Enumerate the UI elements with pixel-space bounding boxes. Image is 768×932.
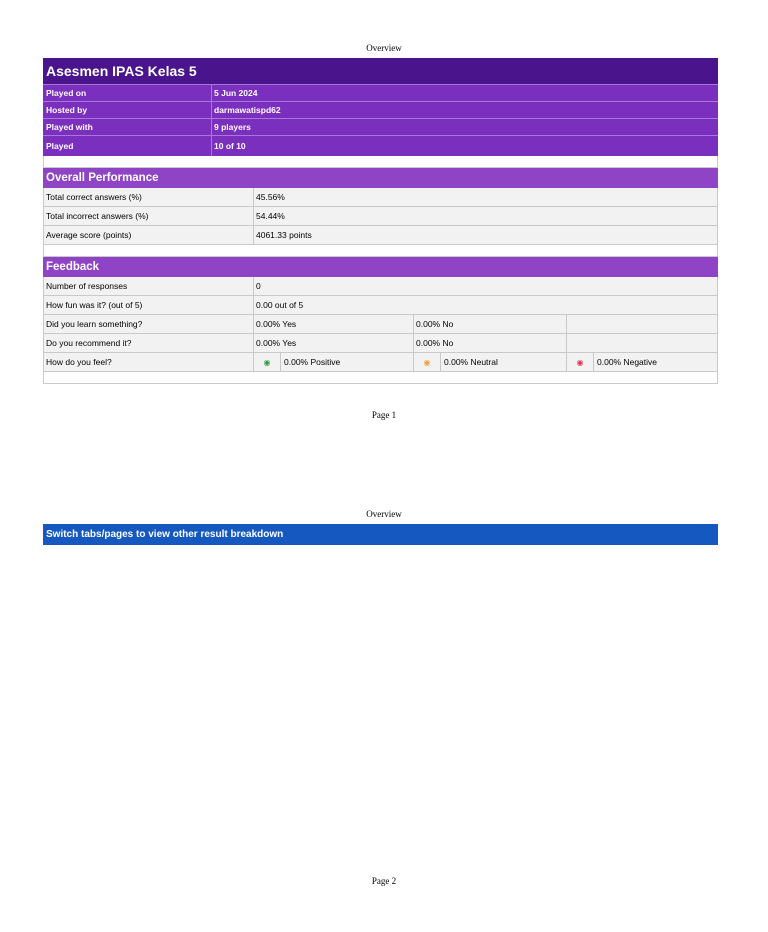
spacer <box>43 156 718 168</box>
overview-sheet <box>43 58 718 384</box>
row-label: How do you feel? <box>44 353 254 371</box>
info-label: Hosted by <box>43 102 212 118</box>
row-label: Did you learn something? <box>44 315 254 333</box>
row-label: Number of responses <box>44 277 254 295</box>
feel-negative: 0.00% Negative <box>597 356 658 367</box>
info-value: 5 Jun 2024 <box>214 88 258 98</box>
row-value: 0.00 out of 5 <box>256 300 304 310</box>
info-row-played-on <box>43 84 718 101</box>
row-value: 4061.33 points <box>256 230 312 240</box>
feel-neutral-cell <box>414 353 567 371</box>
info-row-hosted-by <box>43 101 718 118</box>
info-value: darmawatispd62 <box>214 105 281 115</box>
learn-no: 0.00% No <box>414 315 567 333</box>
info-label: Played with <box>43 119 212 135</box>
recommend-no: 0.00% No <box>414 334 567 352</box>
empty-cell <box>567 315 717 333</box>
negative-face-icon: ◉ <box>567 353 594 372</box>
spacer <box>43 372 718 384</box>
info-label: Played <box>43 136 212 156</box>
row-value: 54.44% <box>256 211 285 221</box>
table-row <box>43 188 718 207</box>
row-label: Do you recommend it? <box>44 334 254 352</box>
feel-positive: 0.00% Positive <box>284 356 341 367</box>
info-row-played <box>43 135 718 156</box>
table-row <box>43 315 718 334</box>
page-footer: Page 2 <box>371 876 397 886</box>
info-row-played-with <box>43 118 718 135</box>
table-row <box>43 207 718 226</box>
learn-yes: 0.00% Yes <box>254 315 414 333</box>
feel-negative-cell <box>567 353 717 371</box>
feel-neutral: 0.00% Neutral <box>444 356 498 367</box>
neutral-face-icon: ◉ <box>414 353 441 372</box>
row-label: Total correct answers (%) <box>44 188 254 206</box>
info-value: 9 players <box>214 122 251 132</box>
table-row <box>43 353 718 372</box>
info-value: 10 of 10 <box>214 141 246 151</box>
page-header: Overview <box>366 43 402 53</box>
page-footer: Page 1 <box>371 410 397 420</box>
table-row <box>43 296 718 315</box>
page-header: Overview <box>366 509 402 519</box>
recommend-yes: 0.00% Yes <box>254 334 414 352</box>
row-label: How fun was it? (out of 5) <box>44 296 254 314</box>
table-row <box>43 226 718 245</box>
row-value: 0 <box>256 281 261 291</box>
feel-positive-cell <box>254 353 414 371</box>
info-label: Played on <box>43 85 212 101</box>
quiz-title: Asesmen IPAS Kelas 5 <box>43 58 718 84</box>
positive-face-icon: ◉ <box>254 353 281 372</box>
table-row <box>43 277 718 296</box>
row-value: 45.56% <box>256 192 285 202</box>
breakdown-banner: Switch tabs/pages to view other result breakdown <box>43 524 718 545</box>
row-label: Total incorrect answers (%) <box>44 207 254 225</box>
empty-cell <box>567 334 717 352</box>
table-row <box>43 334 718 353</box>
feedback-heading: Feedback <box>43 257 718 277</box>
performance-heading: Overall Performance <box>43 168 718 188</box>
row-label: Average score (points) <box>44 226 254 244</box>
spacer <box>43 245 718 257</box>
